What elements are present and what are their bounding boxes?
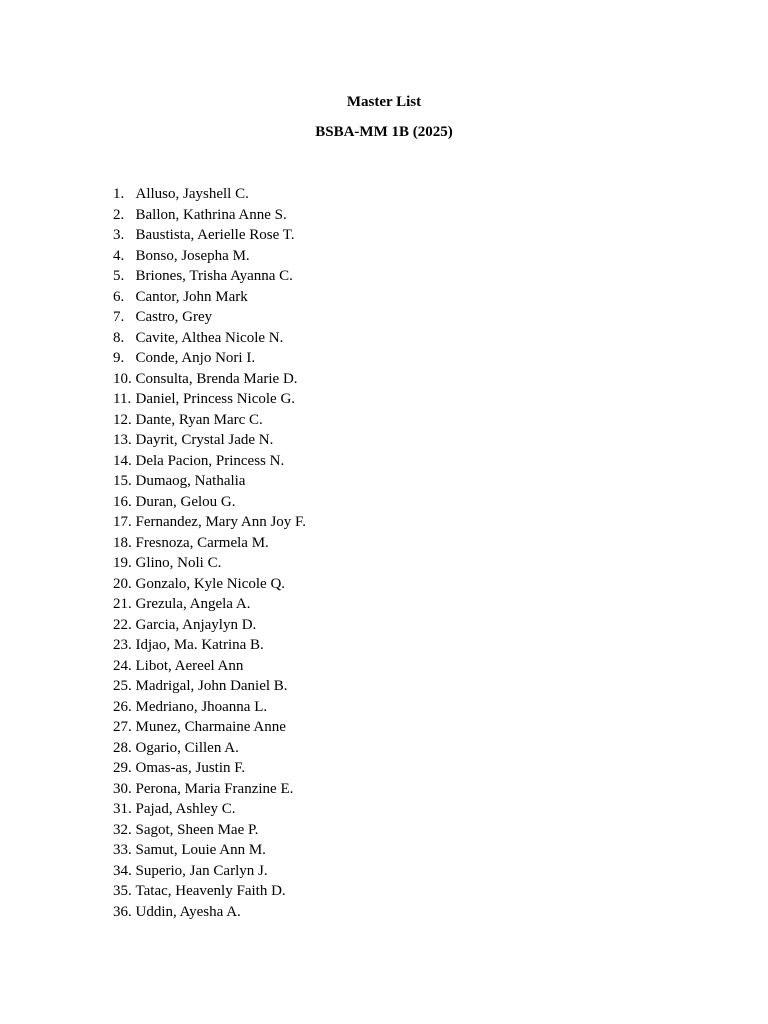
list-item <box>113 758 306 779</box>
list-item <box>113 410 306 431</box>
list-item <box>113 369 306 390</box>
document-title: Master List <box>346 94 422 110</box>
list-item-number: 1. <box>113 186 125 202</box>
list-item-number: 28. <box>113 739 132 756</box>
list-item <box>113 430 306 451</box>
list-item <box>113 635 306 656</box>
list-item-number: 24. <box>113 657 132 674</box>
list-item-name: Libot, Aereel Ann <box>135 657 244 674</box>
list-item-number: 34. <box>113 862 132 879</box>
list-item-number: 26. <box>113 698 132 715</box>
list-item-number: 18. <box>113 534 132 551</box>
list-item <box>113 861 306 882</box>
list-item <box>113 902 306 923</box>
list-item <box>113 389 306 410</box>
list-item <box>113 307 306 328</box>
list-item-number: 14. <box>113 452 132 469</box>
document-subtitle: BSBA-MM 1B (2025) <box>315 124 453 140</box>
list-item-number: 30. <box>113 780 132 797</box>
list-item-number: 12. <box>113 411 132 428</box>
list-item-number: 32. <box>113 821 132 838</box>
list-item-name: Uddin, Ayesha A. <box>135 903 241 920</box>
list-item-number: 3. <box>113 227 125 243</box>
list-item-name: Cavite, Althea Nicole N. <box>135 329 284 346</box>
list-item-name: Perona, Maria Franzine E. <box>135 780 294 797</box>
list-item-name: Cantor, John Mark <box>135 288 248 305</box>
list-item-name: Baustista, Aerielle Rose T. <box>135 227 295 243</box>
list-item-name: Fernandez, Mary Ann Joy F. <box>135 514 306 530</box>
list-item <box>113 594 306 615</box>
list-item <box>113 225 306 246</box>
list-item-number: 19. <box>113 555 132 571</box>
list-item <box>113 799 306 820</box>
list-item-name: Gonzalo, Kyle Nicole Q. <box>135 575 286 592</box>
list-item <box>113 820 306 841</box>
list-item-number: 33. <box>113 842 132 858</box>
list-item-number: 7. <box>113 309 125 325</box>
list-item <box>113 738 306 759</box>
list-item <box>113 574 306 595</box>
list-item <box>113 881 306 902</box>
list-item <box>113 205 306 226</box>
list-item-name: Ballon, Kathrina Anne S. <box>135 206 287 223</box>
list-item <box>113 184 306 205</box>
list-item-name: Bonso, Josepha M. <box>135 247 250 264</box>
list-item <box>113 840 306 861</box>
list-item-name: Garcia, Anjaylyn D. <box>135 616 257 633</box>
list-item-name: Pajad, Ashley C. <box>135 801 236 817</box>
list-item-number: 36. <box>113 903 132 920</box>
list-item-name: Duran, Gelou G. <box>135 493 236 510</box>
list-item-name: Conde, Anjo Nori I. <box>135 350 256 366</box>
list-item <box>113 328 306 349</box>
list-item-name: Dumaog, Nathalia <box>135 473 246 489</box>
list-item <box>113 676 306 697</box>
list-item <box>113 471 306 492</box>
list-item-number: 6. <box>113 288 125 305</box>
student-list <box>113 184 306 922</box>
list-item-name: Ogario, Cillen A. <box>135 739 239 756</box>
list-item <box>113 615 306 636</box>
list-item-name: Sagot, Sheen Mae P. <box>135 821 259 838</box>
list-item-name: Medriano, Jhoanna L. <box>135 698 268 715</box>
list-item-name: Fresnoza, Carmela M. <box>135 534 269 551</box>
list-item-number: 23. <box>113 637 132 653</box>
list-item-name: Munez, Charmaine Anne <box>135 719 286 735</box>
list-item-number: 5. <box>113 268 125 284</box>
list-item <box>113 697 306 718</box>
list-item-number: 11. <box>113 391 132 407</box>
list-item-number: 17. <box>113 514 132 530</box>
list-item-number: 9. <box>113 350 125 366</box>
list-item-number: 20. <box>113 575 132 592</box>
list-item-number: 31. <box>113 801 132 817</box>
list-item-name: Dante, Ryan Marc C. <box>135 411 263 428</box>
list-item-name: Grezula, Angela A. <box>135 596 251 612</box>
list-item <box>113 512 306 533</box>
list-item-number: 13. <box>113 432 132 448</box>
list-item <box>113 492 306 513</box>
list-item-number: 35. <box>113 883 132 899</box>
list-item-number: 16. <box>113 493 132 510</box>
list-item-number: 8. <box>113 329 125 346</box>
list-item-number: 15. <box>113 473 132 489</box>
list-item <box>113 779 306 800</box>
list-item-name: Tatac, Heavenly Faith D. <box>135 883 286 899</box>
list-item-number: 10. <box>113 370 132 387</box>
list-item-name: Madrigal, John Daniel B. <box>135 678 288 694</box>
list-item <box>113 717 306 738</box>
list-item-name: Consulta, Brenda Marie D. <box>135 370 298 387</box>
list-item <box>113 533 306 554</box>
list-item-number: 4. <box>113 247 125 264</box>
list-item-name: Glino, Noli C. <box>135 555 222 571</box>
list-item <box>113 348 306 369</box>
list-item <box>113 246 306 267</box>
list-item-name: Briones, Trisha Ayanna C. <box>135 268 293 284</box>
list-item-name: Alluso, Jayshell C. <box>135 186 249 202</box>
list-item-name: Superio, Jan Carlyn J. <box>135 862 268 879</box>
list-item-number: 29. <box>113 760 132 776</box>
list-item <box>113 451 306 472</box>
list-item-number: 22. <box>113 616 132 633</box>
list-item-name: Dayrit, Crystal Jade N. <box>135 432 274 448</box>
list-item-number: 21. <box>113 596 132 612</box>
list-item-number: 27. <box>113 719 132 735</box>
list-item-name: Dela Pacion, Princess N. <box>135 452 285 469</box>
list-item <box>113 553 306 574</box>
list-item-name: Daniel, Princess Nicole G. <box>135 391 296 407</box>
list-item-number: 25. <box>113 678 132 694</box>
list-item <box>113 287 306 308</box>
list-item-name: Samut, Louie Ann M. <box>135 842 266 858</box>
list-item-name: Idjao, Ma. Katrina B. <box>135 637 264 653</box>
list-item-name: Omas-as, Justin F. <box>135 760 246 776</box>
list-item-name: Castro, Grey <box>135 309 213 325</box>
list-item-number: 2. <box>113 206 125 223</box>
list-item <box>113 656 306 677</box>
list-item <box>113 266 306 287</box>
